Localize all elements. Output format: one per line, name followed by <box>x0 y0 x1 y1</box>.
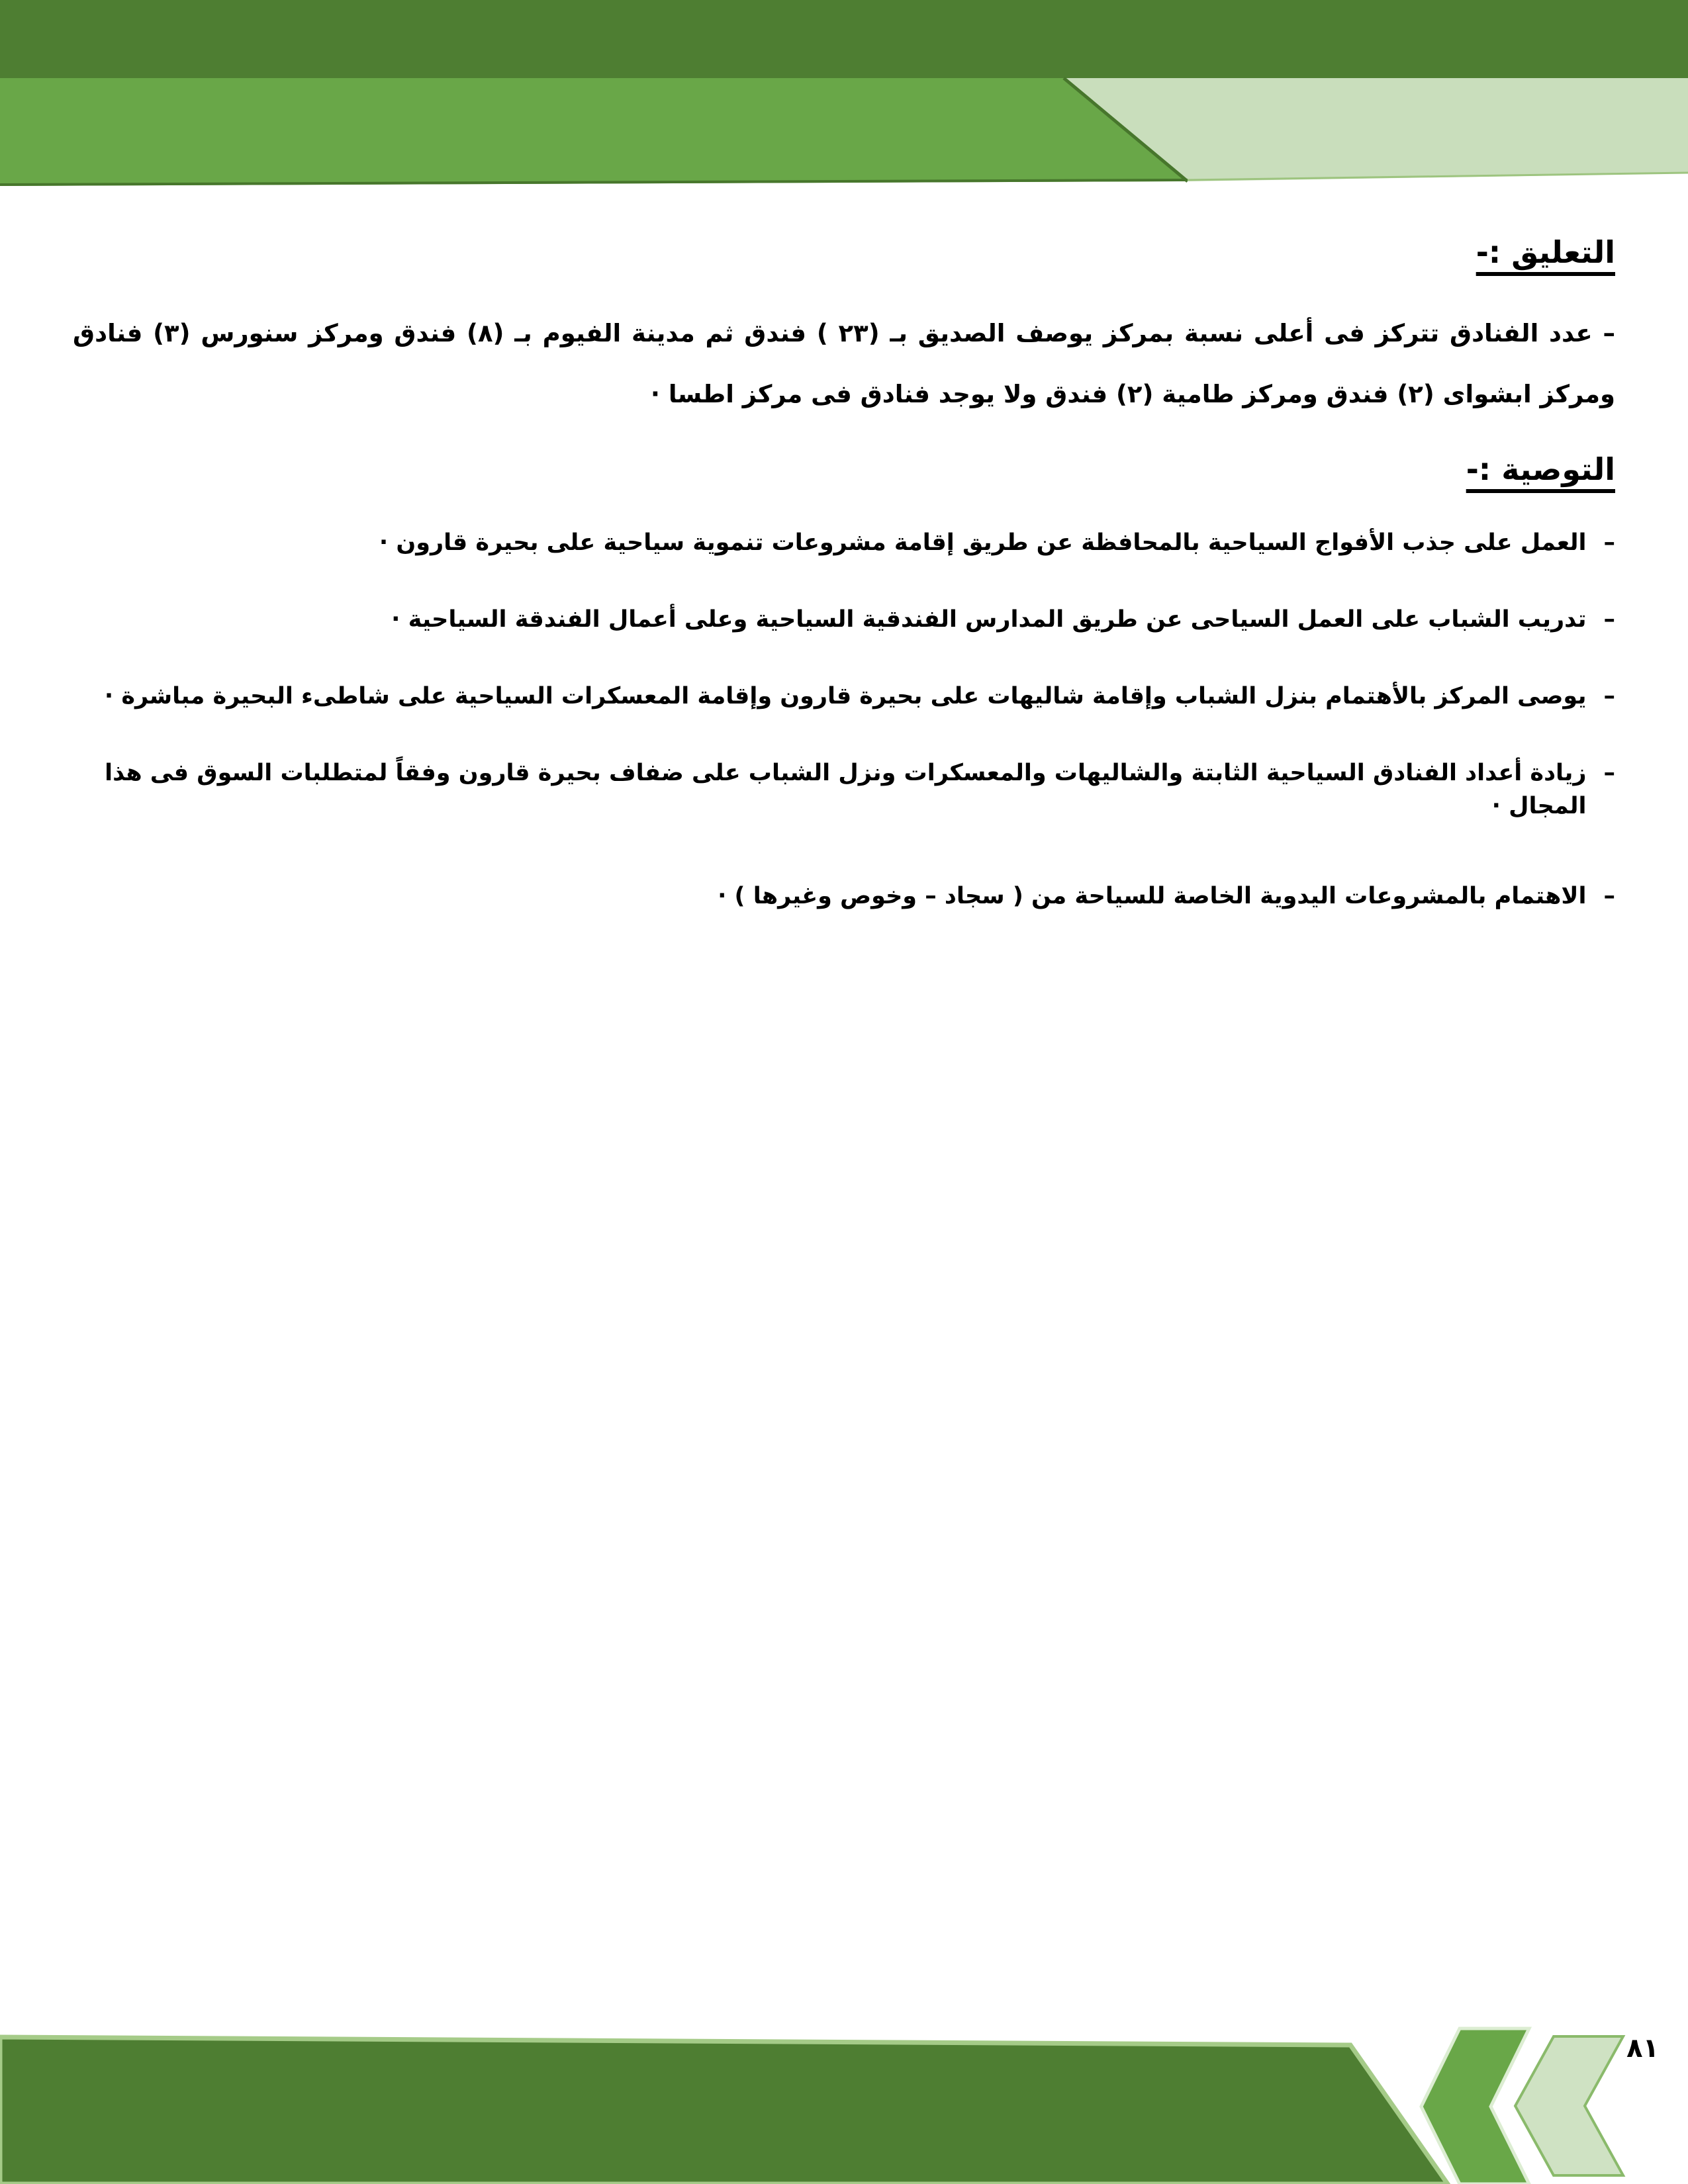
recommendation-text: يوصى المركز بالأهتمام بنزل الشباب وإقامة شاليهات على بحيرة قارون وإقامة المعسكرات السياحية على شاطىء البحيرة مباشرة · <box>104 682 1587 709</box>
dash-bullet-icon: – <box>1603 606 1615 633</box>
list-item <box>73 603 1615 636</box>
recommendation-heading: التوصية :- <box>1466 451 1615 487</box>
recommendation-text: زيادة أعداد الفنادق السياحية الثابتة والشاليهات والمعسكرات ونزل الشباب على ضفاف بحيرة قارون وفقاً لمتطلبات السوق فى هذا المجال · <box>105 759 1587 819</box>
list-item <box>73 756 1615 823</box>
list-item <box>73 526 1615 559</box>
page-number: ٨١ <box>1626 2033 1659 2064</box>
comment-heading: التعليق :- <box>1476 234 1615 270</box>
dash-bullet-icon: – <box>1603 759 1615 786</box>
footer-dark-trapezoid <box>0 2037 1448 2184</box>
recommendation-text: الاهتمام بالمشروعات اليدوية الخاصة للسياحة من ( سجاد – وخوص وغيرها ) · <box>718 882 1587 909</box>
footer-banner <box>0 2011 1688 2184</box>
recommendation-list <box>73 526 1615 913</box>
page-content <box>73 0 1615 956</box>
dash-bullet-icon: – <box>1603 882 1615 909</box>
footer-medium-chevron-icon <box>1421 2028 1529 2184</box>
dash-bullet-icon: – <box>1603 529 1615 556</box>
footer-pale-chevron-icon <box>1515 2036 1623 2175</box>
recommendation-text: تدريب الشباب على العمل السياحى عن طريق المدارس الفندقية السياحية وعلى أعمال الفندقة السياحية · <box>391 606 1587 633</box>
list-item <box>73 880 1615 913</box>
dash-bullet-icon: – <box>1603 682 1615 709</box>
comment-paragraph: – عدد الفنادق تتركز فى أعلى نسبة بمركز يوصف الصديق بـ (٢٣ ) فندق ثم مدينة الفيوم بـ (٨) فندق ومركز سنورس (٣) فنادق ومركز ابشواى (٢) فندق ومركز طامية (٢) فندق ولا يوجد فنادق فى مركز اطسا · <box>73 318 1615 408</box>
recommendation-text: العمل على جذب الأفواج السياحية بالمحافظة عن طريق إقامة مشروعات تنموية سياحية على بحيرة قارون · <box>379 529 1587 556</box>
list-item <box>73 680 1615 713</box>
